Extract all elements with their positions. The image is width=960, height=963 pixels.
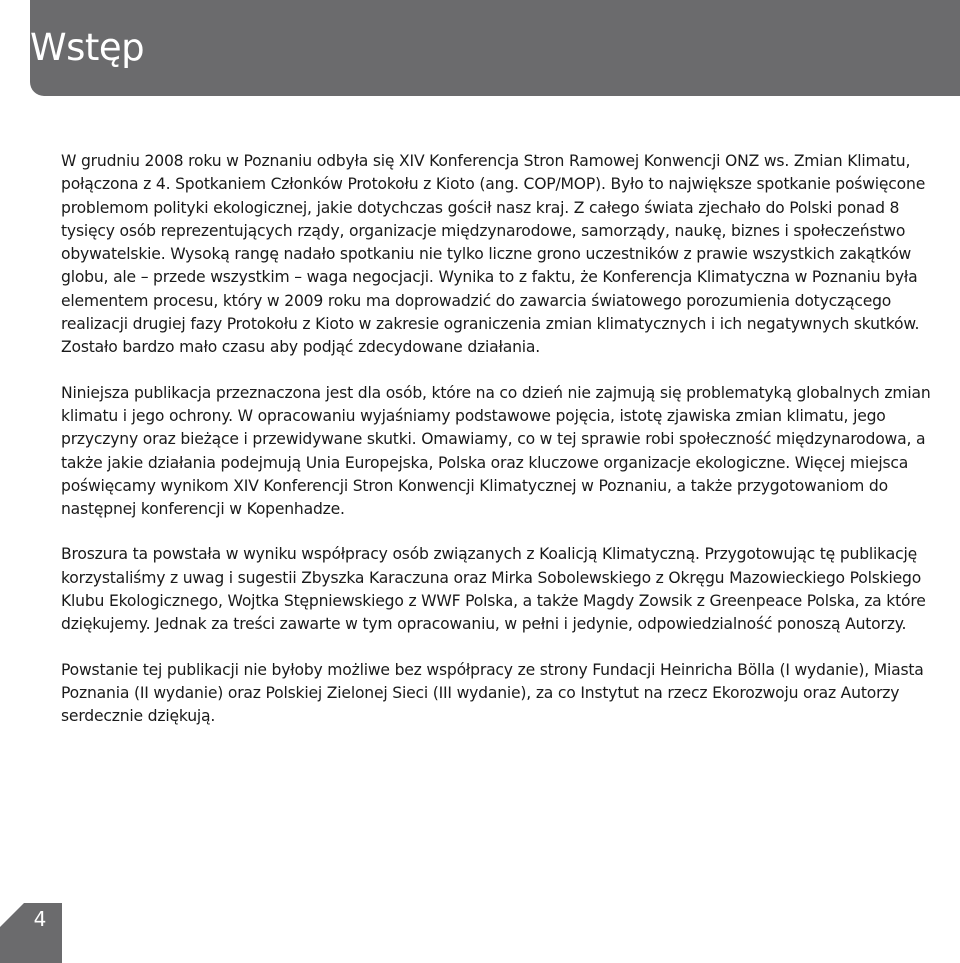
paragraph-4: Powstanie tej publikacji nie byłoby możliwe bez współpracy ze strony Fundacji Heinricha Bölla (I wydanie), Miasta Poznania (II wydanie) oraz Polskiej Zielonej Sieci (III wydanie), za co Instytut na rzecz Ekorozwoju oraz Autorzy serdecznie dziękują. — [61, 660, 924, 726]
document-body — [61, 150, 937, 751]
page-number-badge — [0, 897, 62, 963]
paragraph-1: W grudniu 2008 roku w Poznaniu odbyła się XIV Konferencja Stron Ramowej Konwencji ONZ ws. Zmian Klimatu, połączona z 4. Spotkaniem Członków Protokołu z Kioto (ang. COP/MOP). Było to największe spotkanie poświęcone problemom polityki ekologicznej, jakie dotychczas gościł nasz kraj. Z całego świata zjechało do Polski ponad 8 tysięcy osób reprezentujących rządy, organizacje międzynarodowe, samorządy, naukę, biznes i społeczeństwo obywatelskie. Wysoką rangę nadało spotkaniu nie tylko liczne grono uczestników z prawie wszystkich zakątków globu, ale – przede wszystkim – waga negocjacji. Wynika to z faktu, że Konferencja Klimatyczna w Poznaniu była elementem procesu, który w 2009 roku ma doprowadzić do zawarcia światowego porozumienia dotyczącego realizacji drugiej fazy Protokołu z Kioto w zakresie ograniczenia zmian klimatycznych i ich negatywnych skutków. Zostało bardzo mało czasu aby podjąć zdecydowane działania. — [61, 152, 926, 357]
page-number: 4 — [33, 907, 47, 931]
page-title: Wstęp — [30, 26, 145, 69]
paragraph-2: Niniejsza publikacja przeznaczona jest dla osób, które na co dzień nie zajmują się problematyką globalnych zmian klimatu i jego ochrony. W opracowaniu wyjaśniamy podstawowe pojęcia, istotę zjawiska zmian klimatu, jego przyczyny oraz bieżące i przewidywane skutki. Omawiamy, co w tej sprawie robi społeczność międzynarodowa, a także jakie działania podejmują Unia Europejska, Polska oraz kluczowe organizacje ekologiczne. Więcej miejsca poświęcamy wynikom XIV Konferencji Stron Konwencji Klimatycznej w Poznaniu, a także przygotowaniom do następnej konferencji w Kopenhadze. — [61, 383, 931, 519]
paragraph-3: Broszura ta powstała w wyniku współpracy osób związanych z Koalicją Klimatyczną. Przygotowując tę publikację korzystaliśmy z uwag i sugestii Zbyszka Karaczuna oraz Mirka Sobolewskiego z Okręgu Mazowieckiego Polskiego Klubu Ekologicznego, Wojtka Stępniewskiego z WWF Polska, a także Magdy Zowsik z Greenpeace Polska, za które dziękujemy. Jednak za treści zawarte w tym opracowaniu, w pełni i jedynie, odpowiedzialność ponoszą Autorzy. — [61, 545, 926, 634]
header-bar — [30, 0, 960, 96]
